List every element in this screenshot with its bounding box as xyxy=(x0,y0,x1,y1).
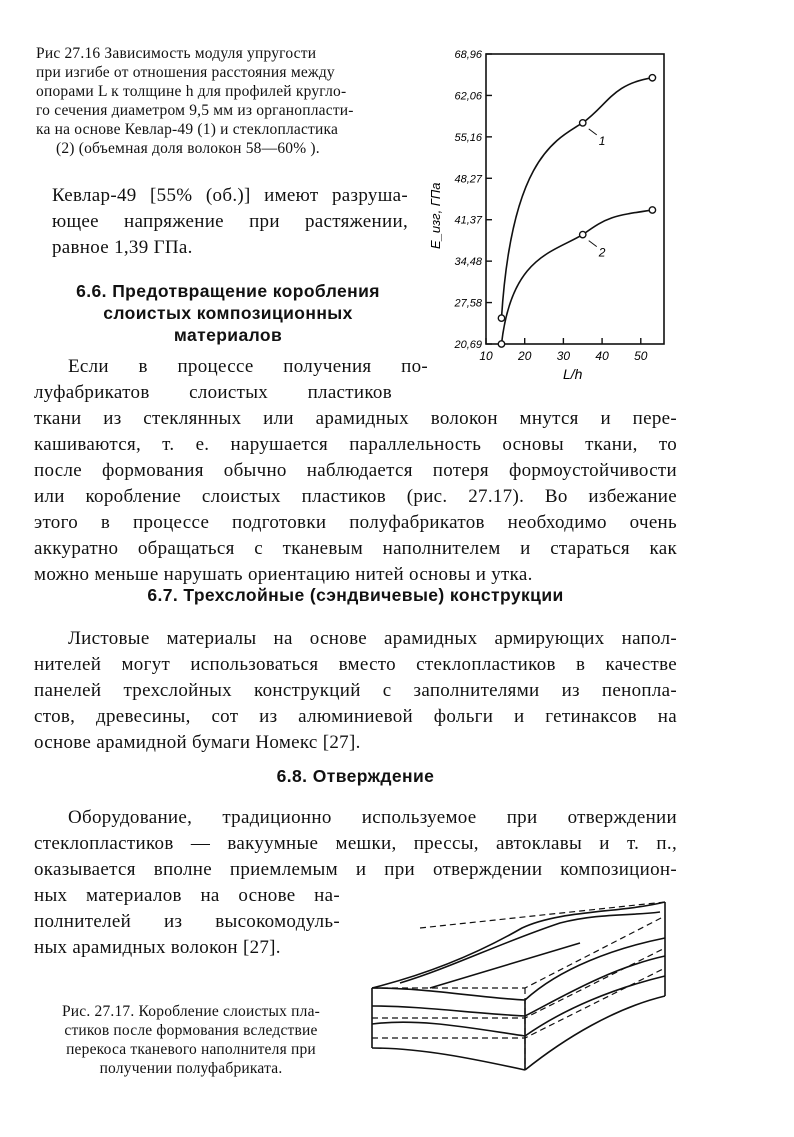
text-line: стов, древесины, сот из алюминиевой фольги и гетинаксов на xyxy=(34,706,677,727)
heading-line: 6.6. Предотвращение коробления xyxy=(76,281,380,301)
x-tick-label: 40 xyxy=(595,349,609,363)
x-tick-label: 10 xyxy=(479,349,493,363)
y-tick-label: 48,27 xyxy=(454,173,482,186)
section-6-6-paragraph xyxy=(34,354,677,588)
series-1-point xyxy=(498,315,504,321)
caption-line: го сечения диаметром 9,5 мм из органопласти- xyxy=(36,102,354,119)
caption-line: Рис 27.16 Зависимость модуля упругости xyxy=(36,45,317,62)
text-line: основе арамидной бумаги Номекс [27]. xyxy=(34,732,361,753)
chart-frame xyxy=(486,54,664,344)
text-line: равное 1,39 ГПа. xyxy=(52,237,193,258)
text-line: Оборудование, традиционно используемое при отверждении xyxy=(68,807,677,828)
figure-27-17-illustration xyxy=(360,888,680,1078)
top-wave xyxy=(430,943,580,988)
text-line: оказывается вполне приемлемым и при отверждении композицион- xyxy=(34,859,677,880)
text-line: полнителей из высокомодуль- xyxy=(34,911,340,932)
text-line: Кевлар-49 [55% (об.)] имеют разруша- xyxy=(52,185,408,206)
chart-series xyxy=(498,75,655,348)
text-line: после формования обычно наблюдается потеря формоустойчивости xyxy=(34,460,677,481)
series-1-point xyxy=(649,75,655,81)
y-tick-label: 62,06 xyxy=(454,90,482,103)
heading-line: материалов xyxy=(173,325,283,345)
text-line: или коробление слоистых пластиков (рис. 27.17). Во избежание xyxy=(34,486,677,507)
caption-line: перекоса тканевого наполнителя при xyxy=(66,1041,316,1058)
text-line: стеклопластиков — вакуумные мешки, прессы, автоклавы и т. п., xyxy=(34,833,677,854)
text-line: панелей трехслойных конструкций с заполнителями из пенопла- xyxy=(34,680,677,701)
side-wave xyxy=(525,976,665,1036)
y-tick-label: 68,96 xyxy=(454,49,482,61)
text-line: Листовые материалы на основе арамидных армирующих напол- xyxy=(68,628,677,649)
text-line: ющее напряжение при растяжении, xyxy=(52,211,408,232)
text-line: этого в процессе подготовки полуфабрикатов необходимо очень xyxy=(34,512,677,533)
caption-line: при изгибе от отношения расстояния между xyxy=(36,64,335,81)
y-tick-label: 20,69 xyxy=(454,339,482,351)
caption-line: получении полуфабриката. xyxy=(99,1060,283,1077)
x-tick-label: 20 xyxy=(518,349,532,363)
y-tick-label: 34,48 xyxy=(454,256,482,269)
series-1-point xyxy=(580,120,586,126)
series-2-point xyxy=(498,341,504,347)
text-line: луфабрикатов слоистых пластиков xyxy=(34,382,392,403)
caption-line: (2) (объемная доля волокон 58—60% ). xyxy=(56,140,320,157)
figure-27-16-caption xyxy=(36,44,398,158)
side-wave xyxy=(525,996,665,1070)
plot-area-border xyxy=(486,54,664,344)
text-line: ткани из стеклянных или арамидных волокон мнутся и пере- xyxy=(34,408,677,429)
x-tick-label: 50 xyxy=(634,349,648,363)
y-tick-label: 27,58 xyxy=(454,297,482,310)
series-2-point xyxy=(649,207,655,213)
paragraph-kevlar xyxy=(52,183,408,261)
caption-line: ка на основе Кевлар-49 (1) и стеклопластика xyxy=(36,121,339,138)
text-line: аккуратно обращаться с тканевым наполнителем и стараться как xyxy=(34,538,677,559)
caption-line: опорами L к толщине h для профилей кругло- xyxy=(36,83,347,100)
series-2-point xyxy=(580,231,586,237)
y-axis-label: E_изг, ГПа xyxy=(428,182,443,249)
top-wave xyxy=(400,912,660,983)
heading-line: слоистых композиционных xyxy=(103,303,353,323)
section-6-7-heading: 6.7. Трехслойные (сэндвичевые) конструкции xyxy=(147,585,564,605)
text-line: ных арамидных волокон [27]. xyxy=(34,937,281,958)
text-line: Если в процессе получения по- xyxy=(68,356,428,377)
section-6-8-heading: 6.8. Отверждение xyxy=(276,766,435,786)
block-top-back-edge xyxy=(372,988,525,1000)
series-label-leader xyxy=(589,129,597,135)
caption-line: Рис. 27.17. Коробление слоистых пла- xyxy=(61,1003,321,1020)
series-label: 1 xyxy=(598,133,606,148)
layer-line xyxy=(372,1006,525,1016)
section-6-6-heading xyxy=(48,280,408,346)
layer-line xyxy=(372,1022,525,1036)
figure-27-17-caption xyxy=(34,1002,348,1078)
section-6-7-paragraph xyxy=(34,626,677,756)
text-line: можно меньше нарушать ориентацию нитей основы и утка. xyxy=(34,564,533,585)
series-label: 2 xyxy=(598,245,606,260)
block-top-right-edge xyxy=(525,938,665,1000)
figure-27-16-chart xyxy=(418,44,674,390)
side-wave xyxy=(525,956,665,1016)
series-line-1 xyxy=(501,78,652,318)
x-tick-label: 30 xyxy=(556,349,571,363)
text-line: ных материалов на основе на- xyxy=(34,885,340,906)
series-label-leader xyxy=(589,241,597,247)
text-line: кашиваются, т. е. нарушается параллельность основы ткани, то xyxy=(34,434,677,455)
x-axis-label: L/h xyxy=(563,366,583,382)
caption-line: стиков после формования вследствие xyxy=(64,1022,318,1039)
series-line-2 xyxy=(501,210,652,344)
y-tick-label: 41,37 xyxy=(454,214,482,227)
y-tick-label: 55,16 xyxy=(454,131,482,144)
layer-line xyxy=(372,1048,525,1070)
text-line: нителей могут использоваться вместо стеклопластиков в качестве xyxy=(34,654,677,675)
